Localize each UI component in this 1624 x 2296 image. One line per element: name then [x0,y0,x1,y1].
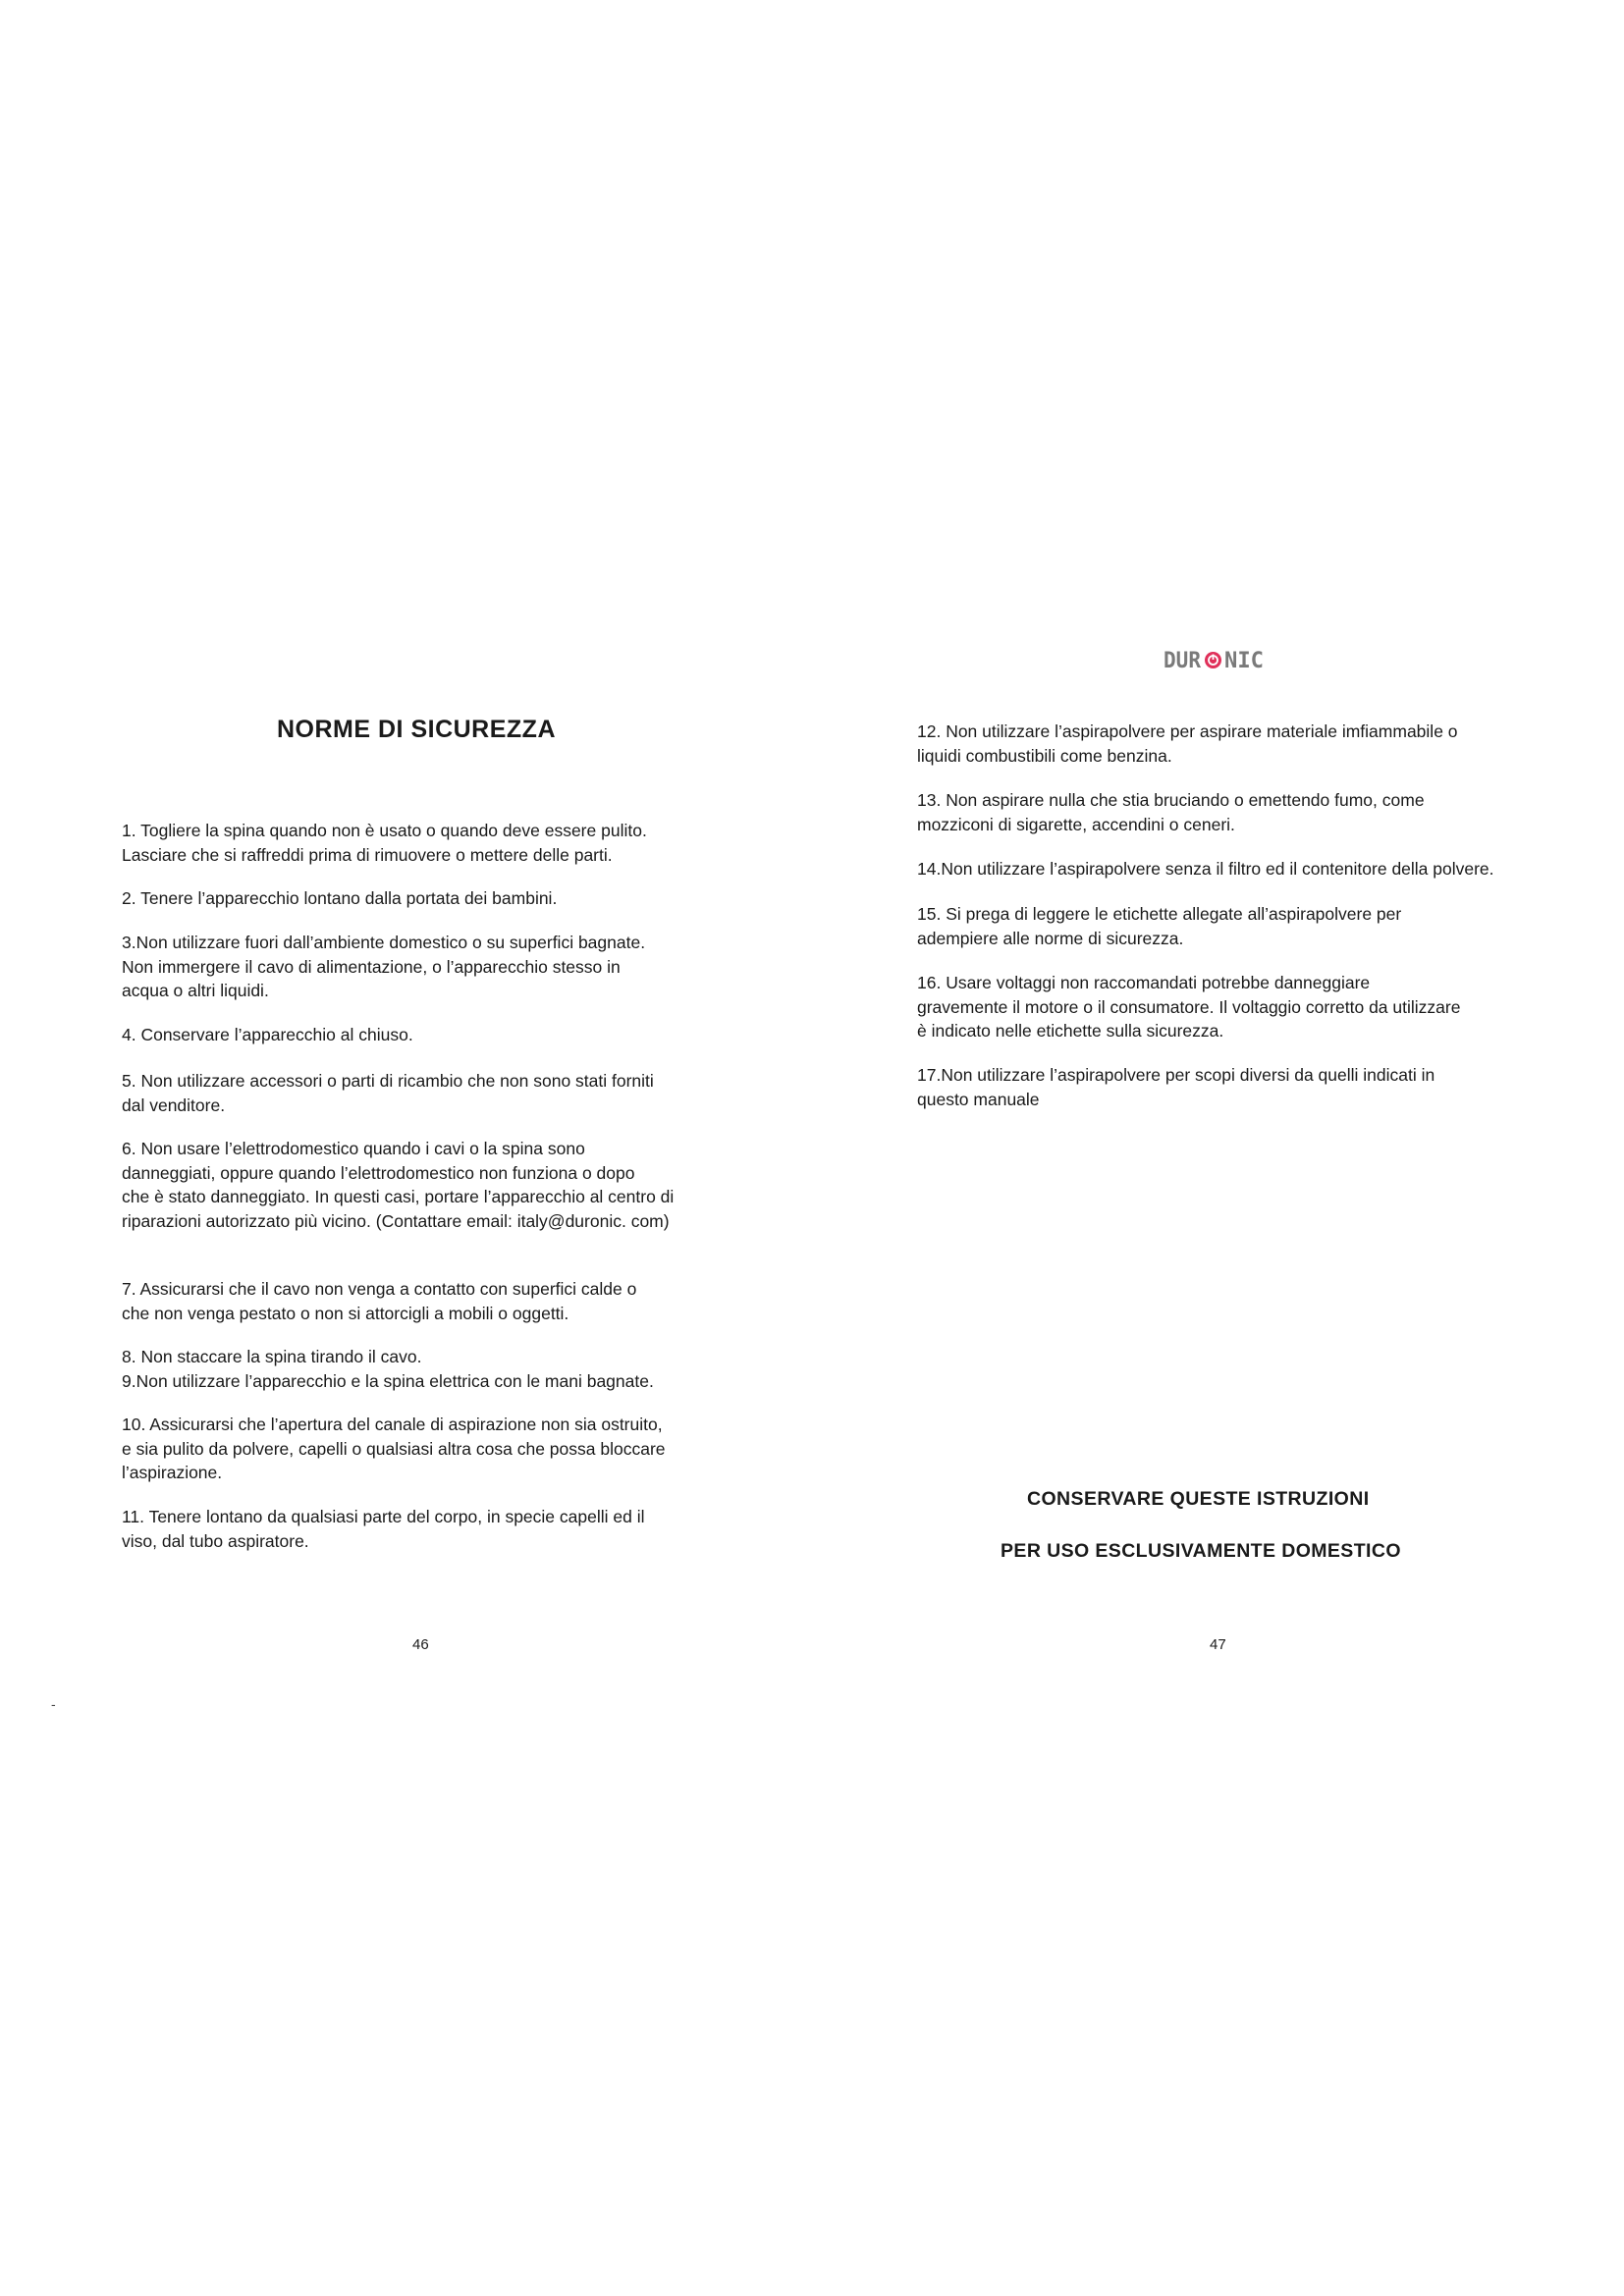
safety-item-1: 1. Togliere la spina quando non è usato o quando deve essere pulito. Lasciare che si raffreddi prima di rimuovere o mettere delle parti. [122,821,647,865]
footer-household-use: PER USO ESCLUSIVAMENTE DOMESTICO [1001,1540,1401,1562]
safety-item-8-9: 8. Non staccare la spina tirando il cavo. 9.Non utilizzare l’apparecchio e la spina elettrica con le mani bagnate. [122,1347,654,1391]
svg-text:NIC: NIC [1224,649,1264,673]
safety-item-16: 16. Usare voltaggi non raccomandati potrebbe danneggiare gravemente il motore o il consumatore. Il voltaggio corretto da utilizzare è indicato nelle etichette sulla sicurezza. [917,973,1461,1041]
page-number: 47 [1210,1636,1226,1653]
right-page [812,0,1624,2296]
footer-keep-instructions: CONSERVARE QUESTE ISTRUZIONI [1027,1488,1370,1510]
safety-item-12: 12. Non utilizzare l’aspirapolvere per aspirare materiale imfiammabile o liquidi combustibili come benzina. [917,721,1458,766]
safety-item-2: 2. Tenere l’apparecchio lontano dalla portata dei bambini. [122,888,558,908]
safety-item-4: 4. Conservare l’apparecchio al chiuso. [122,1025,413,1044]
safety-item-10: 10. Assicurarsi che l’apertura del canale di aspirazione non sia ostruito, e sia pulito da polvere, capelli o qualsiasi altra cosa che possa bloccare l’aspirazione. [122,1415,666,1482]
safety-item-15: 15. Si prega di leggere le etichette allegate all’aspirapolvere per adempiere alle norme di sicurezza. [917,904,1402,948]
safety-item-17: 17.Non utilizzare l’aspirapolvere per scopi diversi da quelli indicati in questo manuale [917,1065,1435,1109]
svg-text:DUR: DUR [1164,649,1202,673]
safety-item-6: 6. Non usare l’elettrodomestico quando i cavi o la spina sono danneggiati, oppure quando l’elettrodomestico non funziona o dopo che è stato danneggiato. In questi casi, portare l’apparecchio al centro di riparazioni autorizzato più vicino. (Contattare email: italy@duronic. com) [122,1139,675,1231]
safety-item-3: 3.Non utilizzare fuori dall’ambiente domestico o su superfici bagnate. Non immergere il cavo di alimentazione, o l’apparecchio stesso in acqua o altri liquidi. [122,933,646,1000]
safety-item-7: 7. Assicurarsi che il cavo non venga a contatto con superfici calde o che non venga pestato o non si attorcigli a mobili o oggetti. [122,1279,637,1323]
safety-item-14: 14.Non utilizzare l’aspirapolvere senza il filtro ed il contenitore della polvere. [917,859,1494,879]
duronic-logo [1164,646,1281,673]
stray-mark: - [51,1696,56,1712]
safety-item-13: 13. Non aspirare nulla che stia bruciando o emettendo fumo, come mozziconi di sigarette, accendini o ceneri. [917,790,1425,834]
safety-item-11: 11. Tenere lontano da qualsiasi parte del corpo, in specie capelli ed il viso, dal tubo aspiratore. [122,1507,645,1551]
page-title: NORME DI SICUREZZA [277,716,556,743]
page-number: 46 [412,1636,429,1653]
safety-item-5: 5. Non utilizzare accessori o parti di ricambio che non sono stati forniti dal venditore. [122,1071,654,1115]
